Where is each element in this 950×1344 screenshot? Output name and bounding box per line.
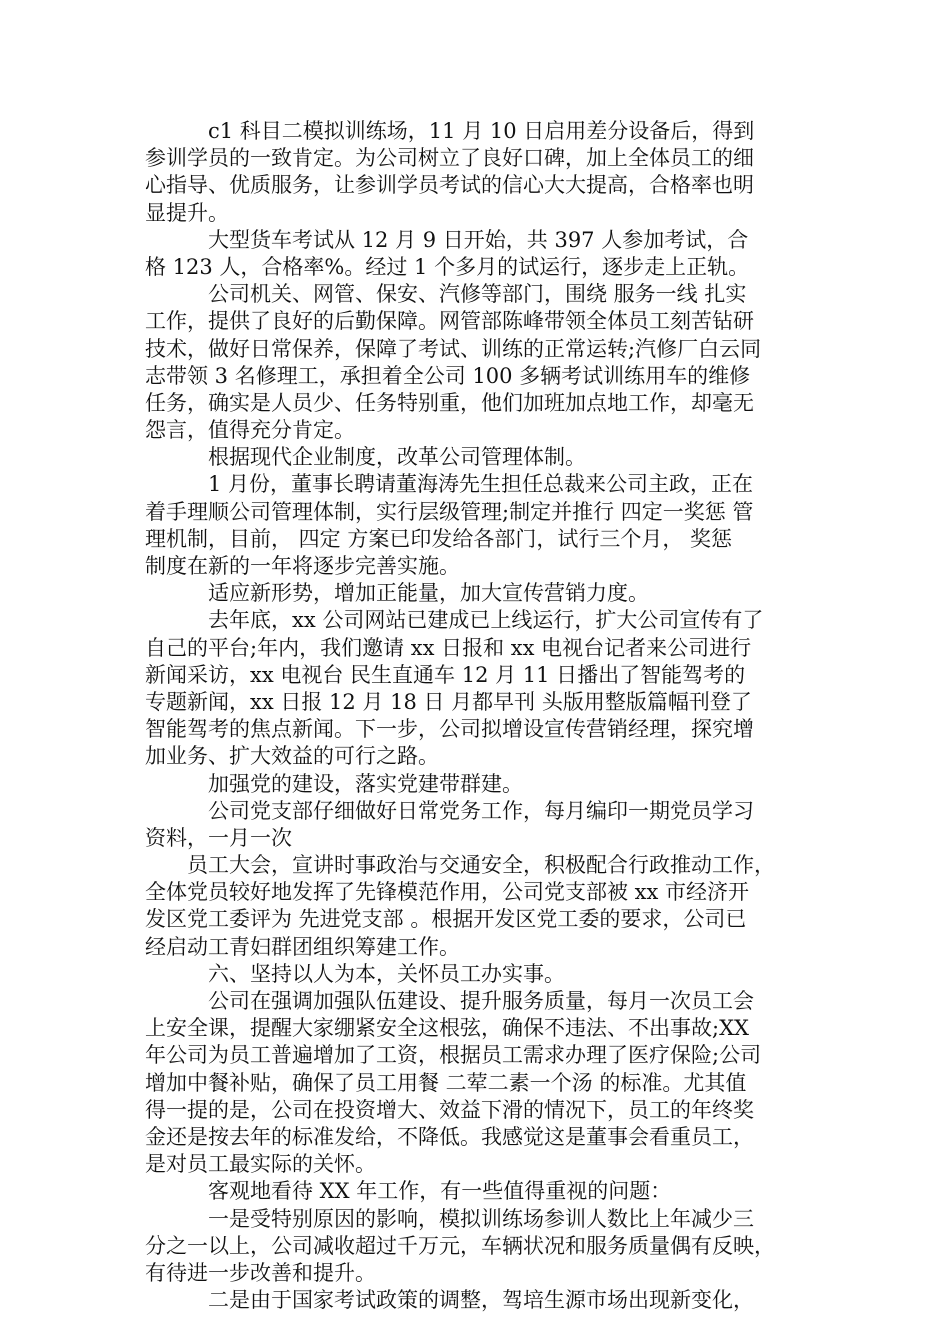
- text-line: 智能驾考的焦点新闻。下一步，公司拟增设宣传营销经理，探究增: [145, 717, 754, 742]
- text-line: 心指导、优质服务，让参训学员考试的信心大大提高，合格率也明: [145, 173, 754, 198]
- text-line: c1 科目二模拟训练场，11 月 10 日启用差分设备后，得到: [145, 119, 755, 143]
- text-line: 一是受特别原因的影响，模拟训练场参训人数比上年减少三: [145, 1206, 754, 1231]
- text-line: 金还是按去年的标准发给，不降低。我感觉这是董事会看重员工，: [145, 1124, 754, 1149]
- text-line: 经启动工青妇群团组织筹建工作。: [145, 934, 460, 959]
- text-line: 发区党工委评为 先进党支部 。根据开发区党工委的要求，公司已: [145, 907, 747, 932]
- text-line: 根据现代企业制度，改革公司管理体制。: [145, 445, 586, 470]
- text-line: 怨言，值得充分肯定。: [145, 418, 355, 443]
- text-line: 去年底，xx 公司网站已建成已上线运行，扩大公司宣传有了: [145, 608, 764, 633]
- document-body: [145, 118, 825, 1314]
- text-line: 资料，一月一次: [145, 825, 292, 850]
- text-line: 适应新形势，增加正能量，加大宣传营销力度。: [145, 581, 649, 606]
- text-line: 着手理顺公司管理体制，实行层级管理;制定并推行 四定一奖惩 管: [145, 499, 754, 524]
- text-line: 专题新闻，xx 日报 12 月 18 日 月都早刊 头版用整版篇幅刊登了: [145, 689, 752, 714]
- text-line: 新闻采访，xx 电视台 民生直通车 12 月 11 日播出了智能驾考的: [145, 662, 746, 687]
- text-line: 自己的平台;年内，我们邀请 xx 日报和 xx 电视台记者来公司进行: [145, 635, 752, 660]
- text-line: 公司党支部仔细做好日常党务工作，每月编印一期党员学习: [145, 798, 754, 823]
- text-line: 理机制，目前， 四定 方案已印发给各部门，试行三个月， 奖惩: [145, 526, 733, 551]
- text-line: 员工大会，宣讲时事政治与交通安全，积极配合行政推动工作，: [145, 853, 775, 878]
- text-line: 二是由于国家考试政策的调整，驾培生源市场出现新变化，: [145, 1288, 754, 1313]
- text-line: 加强党的建设，落实党建带群建。: [145, 771, 523, 796]
- text-line: 格 123 人，合格率%。经过 1 个多月的试运行，逐步走上正轨。: [145, 254, 750, 279]
- text-line: 全体党员较好地发挥了先锋模范作用，公司党支部被 xx 市经济开: [145, 880, 750, 905]
- text-line: 有待进一步改善和提升。: [145, 1260, 376, 1285]
- text-line: 志带领 3 名修理工，承担着全公司 100 多辆考试训练用车的维修: [145, 363, 751, 388]
- text-line: 参训学员的一致肯定。为公司树立了良好口碑，加上全体员工的细: [145, 146, 754, 171]
- text-line: 任务，确实是人员少、任务特别重，他们加班加点地工作，却毫无: [145, 390, 754, 415]
- text-line: 工作，提供了良好的后勤保障。网管部陈峰带领全体员工刻苦钻研: [145, 309, 754, 334]
- text-line: 大型货车考试从 12 月 9 日开始，共 397 人参加考试，合: [145, 227, 749, 252]
- text-line: 上安全课，提醒大家绷紧安全这根弦，确保不违法、不出事故;XX: [145, 1016, 749, 1041]
- text-line: 制度在新的一年将逐步完善实施。: [145, 554, 460, 578]
- text-line: 公司机关、网管、保安、汽修等部门，围绕 服务一线 扎实: [145, 282, 747, 307]
- text-line: 是对员工最实际的关怀。: [145, 1152, 376, 1177]
- text-line: 年公司为员工普遍增加了工资，根据员工需求办理了医疗保险;公司: [145, 1043, 762, 1068]
- text-line: 六、坚持以人为本，关怀员工办实事。: [145, 961, 565, 986]
- text-line: 显提升。: [145, 200, 229, 225]
- text-line: 技术，做好日常保养，保障了考试、训练的正常运转;汽修厂白云同: [145, 336, 762, 361]
- text-line: 1 月份，董事长聘请董海涛先生担任总裁来公司主政，正在: [145, 472, 754, 497]
- text-line: 公司在强调加强队伍建设、提升服务质量，每月一次员工会: [145, 989, 754, 1013]
- text-line: 得一提的是，公司在投资增大、效益下滑的情况下，员工的年终奖: [145, 1097, 754, 1122]
- text-line: 增加中餐补贴，确保了员工用餐 二荤二素一个汤 的标准。尤其值: [145, 1070, 747, 1095]
- text-line: 分之一以上，公司减收超过千万元，车辆状况和服务质量偶有反映，: [145, 1233, 775, 1258]
- text-line: 客观地看待 XX 年工作，有一些值得重视的问题：: [145, 1179, 672, 1204]
- text-line: 加业务、扩大效益的可行之路。: [145, 744, 439, 769]
